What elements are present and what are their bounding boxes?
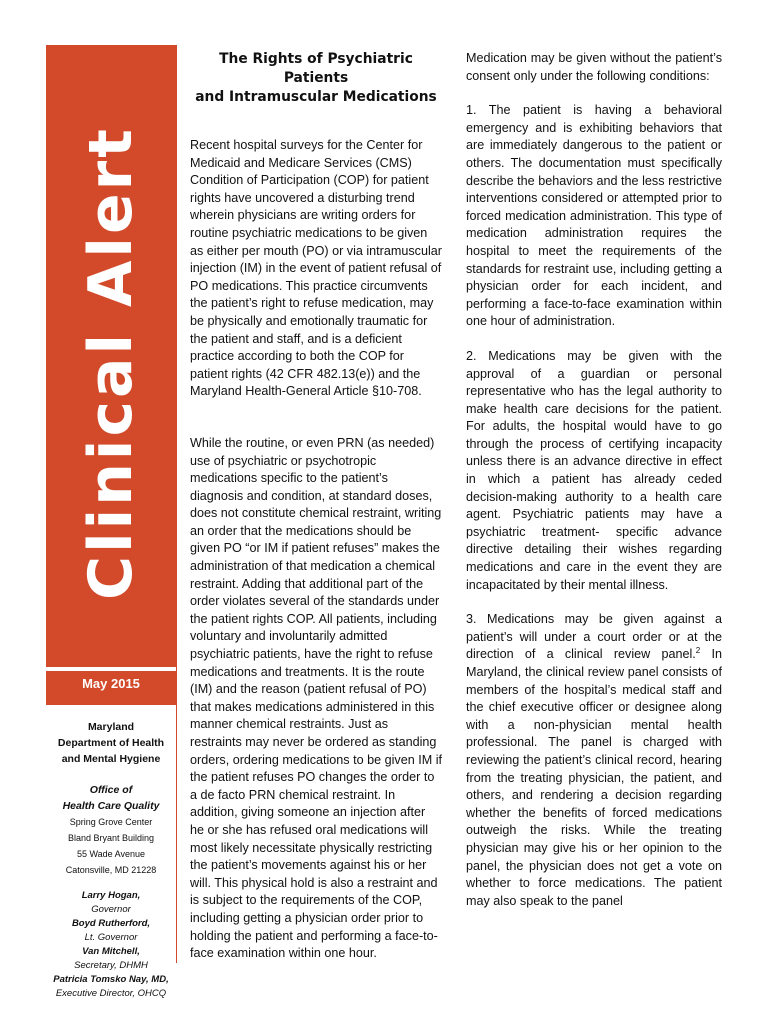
official-name: Patricia Tomsko Nay, MD, [53, 974, 169, 985]
official-title: Secretary, DHMH [74, 960, 148, 971]
office-block [46, 782, 176, 878]
official-name: Van Mitchell, [82, 946, 140, 957]
department-line: Department of Health [57, 737, 165, 749]
banner-title: Clinical Alert [76, 126, 146, 600]
article-column-right [466, 50, 722, 910]
article-column-left [190, 50, 442, 963]
conditions-intro: Medication may be given without the patient’s consent only under the following conditions: [466, 51, 722, 83]
condition-1: 1. The patient is having a behavioral emergency and is exhibiting behaviors that are immediately dangerous to the patient or others. The documentation must specifically describe the behaviors and the less restrictive interventions considered or attempted prior to forced medication administration. This type of medication administration requires the hospital to meet the requirements of the standards for restraint use, including getting a physician order for each incident, and performing a face-to-face examination within one hour of administration. [466, 103, 722, 329]
office-address-line: 55 Wade Avenue [76, 849, 146, 859]
issue-date: May 2015 [46, 671, 176, 705]
department-name [46, 719, 176, 767]
condition-3 [466, 611, 722, 910]
office-name-line: Health Care Quality [62, 800, 160, 812]
department-line: and Mental Hygiene [61, 753, 161, 765]
clinical-alert-banner [46, 45, 176, 667]
department-line: Maryland [87, 721, 135, 733]
office-address-line: Bland Bryant Building [67, 833, 155, 843]
officials-list [46, 889, 176, 1001]
paragraph-intro: Recent hospital surveys for the Center for Medicaid and Medicare Services (CMS) Condition of Participation (COP) for patient rights have uncovered a disturbing trend wherein physicians are writing orders for routine psychiatric medications to be given as either per mouth (PO) or via intramuscular injection (IM) in the event of patient refusal of PO medications. This practice circumvents the patient’s right to refuse medication, may be physically and emotionally traumatic for the patient and staff, and is a deficient practice according to both the COP for patient rights (42 CFR 482.13(e)) and the Maryland Health-General Article §10-708. [190, 138, 442, 399]
sidebar-divider [176, 45, 177, 963]
condition-3-text-continued: In Maryland, the clinical review panel consists of members of the hospital’s medical staff and the chief executive officer or designee along with a non-physician mental health professional. The panel is charged with reviewing the patient’s clinical record, hearing from the treating physician, the patient, and others, and rendering a decision regarding whether the benefits of forced medications outweigh the risks. While the treating physician may give his or her opinion to the panel, the physician does not get a vote on whether to force medications. The patient may also speak to the panel [466, 647, 722, 908]
article-title [190, 50, 442, 107]
condition-3-text: 3. Medications may be given against a patient’s will under a court order or at the direction of a clinical review panel. [466, 612, 722, 662]
paragraph-chemical-restraint: While the routine, or even PRN (as needed) use of psychiatric or psychotropic medications specific to the patient’s diagnosis and condition, at standard doses, does not constitute chemical restraint, writing an order that the medications should be given PO “or IM if patient refuses” makes the administration of that medication a chemical restraint. Adding that additional part of the order violates several of the standards under the patient rights COP. All patients, including voluntary and involuntarily admitted psychiatric patients, have the right to refuse medications and treatments. It is the route (IM) and the reason (patient refusal of PO) that makes medications administered in this manner chemical restraints. Just as restraints may never be ordered as standing orders, ordering medications to be given IM if the patient refuses PO changes the order to a de facto PRN chemical restraint. In addition, giving someone an injection after he or she has refused oral medications will most likely necessitate physically restricting the patient’s movements against his or her will. This physical hold is also a restraint and is subject to the requirements of the COP, including getting a physician order prior to holding the patient and performing a face-to-face examination within one hour. [190, 435, 442, 961]
official-name: Boyd Rutherford, [71, 918, 151, 929]
article-title-line: and Intramuscular Medications [195, 89, 437, 105]
office-address-line: Spring Grove Center [69, 817, 153, 827]
footnote-marker: 2 [695, 646, 701, 656]
office-name-line: Office of [89, 784, 133, 796]
official-name: Larry Hogan, [81, 890, 141, 901]
official-title: Lt. Governor [84, 932, 138, 943]
sidebar [46, 45, 176, 999]
condition-2: 2. Medications may be given with the approval of a guardian or personal representative who has the legal authority to make health care decisions for the patient. For adults, the hospital would have to go through the process of certifying incapacity unless there is an advance directive in effect in which a patient has already ceded decision-making authority to a health care agent. Psychiatric patients may have a psychiatric treatment- specific advance directive detailing their wishes regarding medications and care in the event they are incapacitated by their mental illness. [466, 348, 722, 592]
office-address-line: Catonsville, MD 21228 [65, 865, 157, 875]
article-title-line: The Rights of Psychiatric Patients [219, 51, 413, 86]
official-title: Governor [91, 904, 131, 915]
official-title: Executive Director, OHCQ [55, 988, 167, 999]
